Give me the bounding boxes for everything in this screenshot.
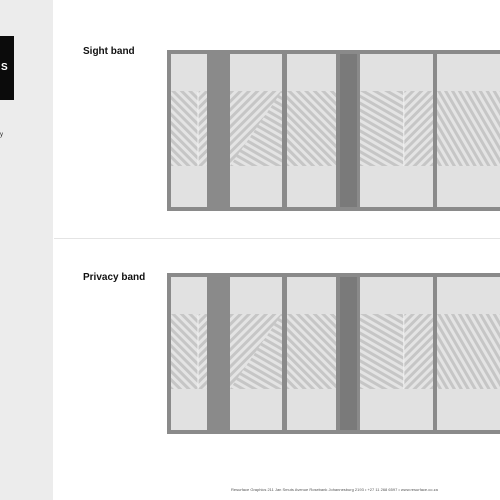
glass-panel — [287, 54, 336, 207]
glass-panel — [171, 54, 207, 207]
brand-logo-text: S — [1, 62, 8, 73]
elevation-sight-band — [167, 50, 500, 211]
frosted-band — [230, 91, 282, 166]
glass-panel — [437, 277, 500, 430]
sidebar — [0, 0, 53, 500]
frosted-band — [360, 314, 433, 389]
frosted-band — [230, 314, 282, 389]
glass-panel — [171, 277, 207, 430]
solid-mullion — [340, 54, 357, 207]
glass-panel — [437, 54, 500, 207]
elevation-privacy-band — [167, 273, 500, 434]
brand-logo — [0, 36, 14, 100]
frosted-band — [287, 91, 336, 166]
frosted-band — [437, 91, 500, 166]
frosted-band — [171, 314, 207, 389]
frosted-band — [437, 314, 500, 389]
frosted-band — [360, 91, 433, 166]
glass-panel — [230, 277, 282, 430]
sidebar-note: y — [0, 132, 3, 138]
glass-panel — [287, 277, 336, 430]
glass-panel — [360, 277, 433, 430]
section-title-sight-band: Sight band — [83, 46, 135, 57]
frosted-band — [287, 314, 336, 389]
footer-contact: Resurface Graphics 211 Jan Smuts Avenue Rosebank Johannesburg 2193 • +27 11 268 6597 • www.resurface.co.za — [231, 487, 438, 492]
section-title-privacy-band: Privacy band — [83, 272, 146, 283]
section-divider — [54, 238, 500, 239]
solid-mullion — [340, 277, 357, 430]
glass-panel — [230, 54, 282, 207]
frosted-band — [171, 91, 207, 166]
glass-panel — [360, 54, 433, 207]
